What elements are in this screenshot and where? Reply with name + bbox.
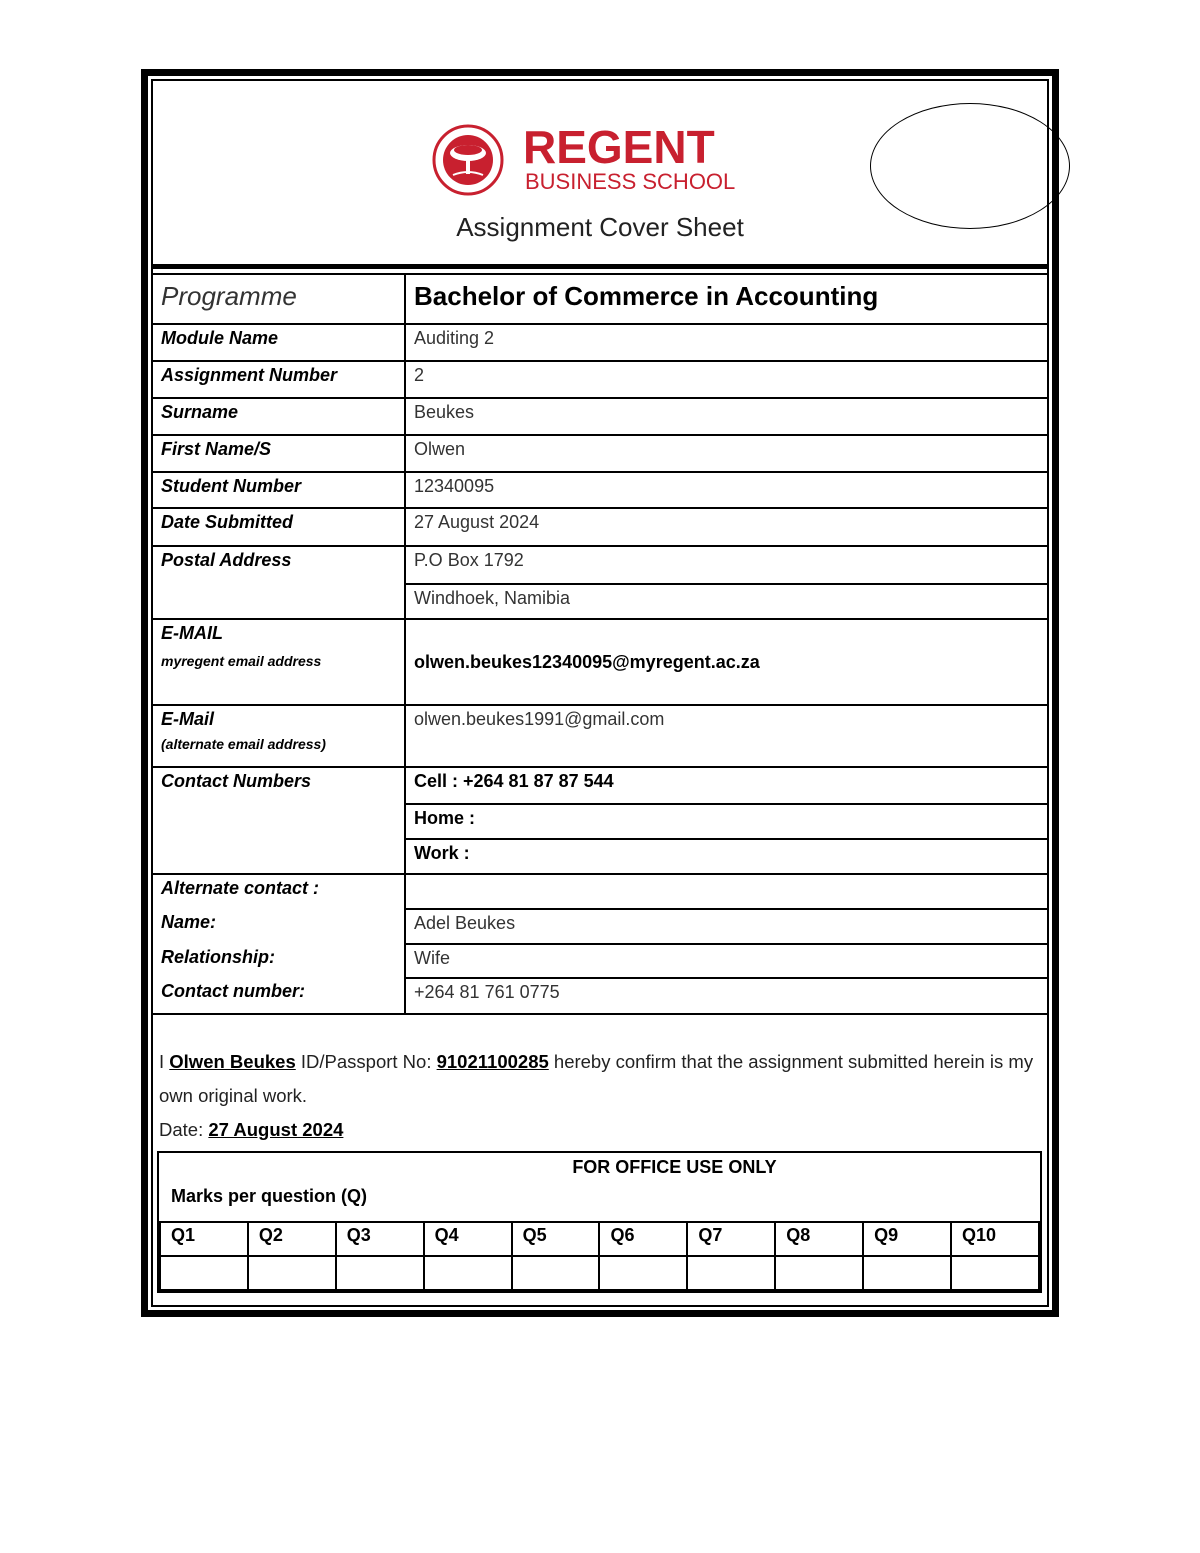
q7-mark-cell[interactable] — [687, 1256, 775, 1290]
office-use-section — [157, 1151, 1042, 1293]
logo-subtitle: BUSINESS SCHOOL — [525, 169, 736, 194]
programme-value: Bachelor of Commerce in Accounting — [405, 274, 1048, 324]
q4-mark-cell[interactable] — [424, 1256, 512, 1290]
date-submitted-value: 27 August 2024 — [405, 508, 1048, 546]
q6-mark-cell[interactable] — [599, 1256, 687, 1290]
alt-number-label: Contact number: — [152, 978, 405, 1014]
q3-mark-cell[interactable] — [336, 1256, 424, 1290]
marks-label: Marks per question (Q) — [171, 1186, 368, 1206]
email-value: olwen.beukes12340095@myregent.ac.za — [405, 619, 1048, 705]
q9-mark-cell[interactable] — [863, 1256, 951, 1290]
declaration-id-number: 91021100285 — [436, 1051, 549, 1072]
work-number: Work : — [405, 839, 1048, 874]
alt-number-value: +264 81 761 0775 — [405, 978, 1048, 1014]
q2-header: Q2 — [248, 1222, 336, 1256]
surname-value: Beukes — [405, 398, 1048, 435]
marks-header-row — [160, 1222, 1039, 1256]
student-number-label: Student Number — [152, 472, 405, 508]
student-number-value: 12340095 — [405, 472, 1048, 508]
first-name-value: Olwen — [405, 435, 1048, 472]
alt-name-label: Name: — [152, 909, 405, 944]
alt-email-label: E-Mail — [161, 709, 215, 729]
surname-label: Surname — [152, 398, 405, 435]
assignment-number-value: 2 — [405, 361, 1048, 398]
module-name-label: Module Name — [152, 324, 405, 361]
contact-numbers-label: Contact Numbers — [152, 767, 405, 874]
q8-mark-cell[interactable] — [775, 1256, 863, 1290]
alt-email-note: (alternate email address) — [161, 736, 326, 752]
declaration-date: 27 August 2024 — [208, 1119, 344, 1140]
declaration-name: Olwen Beukes — [169, 1051, 296, 1072]
office-title: FOR OFFICE USE ONLY — [572, 1157, 777, 1177]
postal-address-label: Postal Address — [152, 546, 405, 619]
programme-label: Programme — [152, 274, 405, 324]
cell-number: Cell : +264 81 87 87 544 — [405, 767, 1048, 804]
declaration-date-label: Date: — [159, 1119, 204, 1140]
assignment-number-label: Assignment Number — [152, 361, 405, 398]
q8-header: Q8 — [775, 1222, 863, 1256]
q5-mark-cell[interactable] — [512, 1256, 600, 1290]
q5-header: Q5 — [512, 1222, 600, 1256]
declaration-id-label: ID/Passport No: — [300, 1051, 432, 1072]
email-label: E-MAIL — [161, 623, 223, 643]
page-title: Assignment Cover Sheet — [456, 212, 744, 242]
alt-name-value: Adel Beukes — [405, 909, 1048, 944]
q3-header: Q3 — [336, 1222, 424, 1256]
postal-address-line2: Windhoek, Namibia — [405, 584, 1048, 619]
date-submitted-label: Date Submitted — [152, 508, 405, 546]
q7-header: Q7 — [687, 1222, 775, 1256]
relationship-label: Relationship: — [152, 944, 405, 978]
q1-mark-cell[interactable] — [160, 1256, 248, 1290]
alternate-contact-label: Alternate contact : — [152, 874, 405, 909]
q4-header: Q4 — [424, 1222, 512, 1256]
first-name-label: First Name/S — [152, 435, 405, 472]
marks-table — [159, 1221, 1040, 1291]
stamp-oval — [870, 103, 1070, 229]
q6-header: Q6 — [599, 1222, 687, 1256]
marks-value-row — [160, 1256, 1039, 1290]
alt-email-label-cell — [152, 705, 405, 767]
q1-header: Q1 — [160, 1222, 248, 1256]
postal-address-line1: P.O Box 1792 — [405, 546, 1048, 584]
email-label-cell — [152, 619, 405, 705]
module-name-value: Auditing 2 — [405, 324, 1048, 361]
q10-header: Q10 — [951, 1222, 1039, 1256]
logo-brand: REGENT — [523, 123, 715, 173]
student-info-table — [151, 273, 1049, 1015]
declaration-text: hereby confirm that the assignment submitted herein is my own original work. — [159, 1051, 1034, 1106]
alternate-contact-blank — [405, 874, 1048, 909]
declaration-prefix: I — [159, 1051, 165, 1072]
relationship-value: Wife — [405, 944, 1048, 978]
q10-mark-cell[interactable] — [951, 1256, 1039, 1290]
q2-mark-cell[interactable] — [248, 1256, 336, 1290]
email-note: myregent email address — [161, 653, 322, 669]
declaration — [159, 1045, 1039, 1147]
regent-logo — [423, 123, 783, 197]
q9-header: Q9 — [863, 1222, 951, 1256]
alt-email-value: olwen.beukes1991@gmail.com — [405, 705, 1048, 767]
home-number: Home : — [405, 804, 1048, 839]
